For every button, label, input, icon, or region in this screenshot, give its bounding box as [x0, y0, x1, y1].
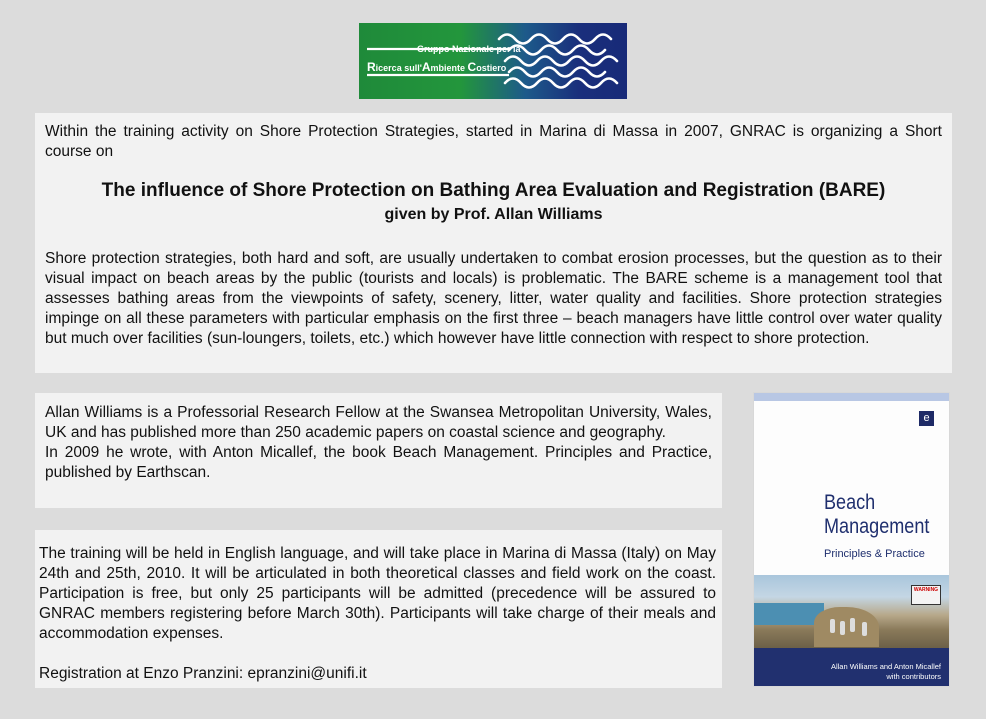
logistics-panel	[35, 530, 722, 688]
person-figure	[840, 621, 845, 635]
beach-photo	[754, 575, 949, 648]
logo-line-1: Gruppo Nazionale per la	[417, 44, 521, 54]
bio-paragraph-2: In 2009 he wrote, with Anton Micallef, the book Beach Management. Principles and Practice, published by Earthscan.	[45, 444, 712, 481]
course-title: The influence of Shore Protection on Bathing Area Evaluation and Registration (BARE)	[101, 180, 886, 201]
course-description: Shore protection strategies, both hard and soft, are usually undertaken to combat erosion processes, but the question as to their visual impact on beach areas by the public (tourists and locals) is problematic. The BARE scheme is a management tool that assesses bathing areas from the viewpoints of safety, scenery, litter, water quality and facilities. Shore protection strategies impinge on all these parameters with particular emphasis on the first three – beach managers have little control over water quality but much over facilities (sun-loungers, toilets, etc.) which however have little connection with respect to shore protection.	[45, 250, 942, 347]
intro-panel	[35, 113, 952, 373]
logo-word-2: mbiente	[430, 63, 468, 73]
bio-paragraph-1: Allan Williams is a Professorial Research Fellow at the Swansea Metropolitan University, Wales, UK and has published more than 250 academic papers on coastal science and geography.	[45, 404, 712, 441]
course-subtitle: given by Prof. Allan Williams	[384, 206, 603, 223]
registration-line: Registration at Enzo Pranzini: epranzini@unifi.it	[39, 665, 367, 682]
person-figure	[830, 619, 835, 633]
logo-word-3: ostiero	[476, 63, 507, 73]
person-figure	[862, 622, 867, 636]
logo-initial-r: R	[367, 60, 376, 74]
book-cover-image	[753, 392, 950, 687]
logistics-text: The training will be held in English language, and will take place in Marina di Massa (Italy) on May 24th and 25th, 2010. It will be articulated in both theoretical classes and field work on the coast. Participation is free, but only 25 participants will be admitted (precedence will be assured to GNRAC members registering before March 30th). Participants will take charge of their meals and accommodation expenses.	[39, 545, 716, 642]
logo-initial-c: C	[467, 60, 477, 74]
book-title-line-1: Beach	[824, 491, 876, 514]
book-contributors: with contributors	[886, 672, 941, 681]
logo-line-2	[367, 60, 506, 74]
book-title	[824, 491, 929, 539]
rock-outcrop	[814, 607, 879, 647]
book-title-line-2: Management	[824, 515, 930, 538]
book-subtitle: Principles & Practice	[824, 548, 925, 560]
book-authors: Allan Williams and Anton Micallef	[830, 662, 941, 671]
gnrac-logo	[359, 23, 627, 99]
person-figure	[850, 618, 855, 632]
bio-panel	[35, 393, 722, 508]
logo-initial-a: A	[421, 60, 431, 74]
book-authors-band	[754, 648, 949, 686]
intro-lead: Within the training activity on Shore Protection Strategies, started in Marina di Massa in 2007, GNRAC is organizing a Short course on	[45, 123, 942, 160]
warning-sign: WARNING	[911, 585, 941, 605]
publisher-logo: e	[919, 411, 934, 426]
book-top-band	[754, 393, 949, 401]
logo-word-1: icerca sull'	[375, 63, 422, 73]
